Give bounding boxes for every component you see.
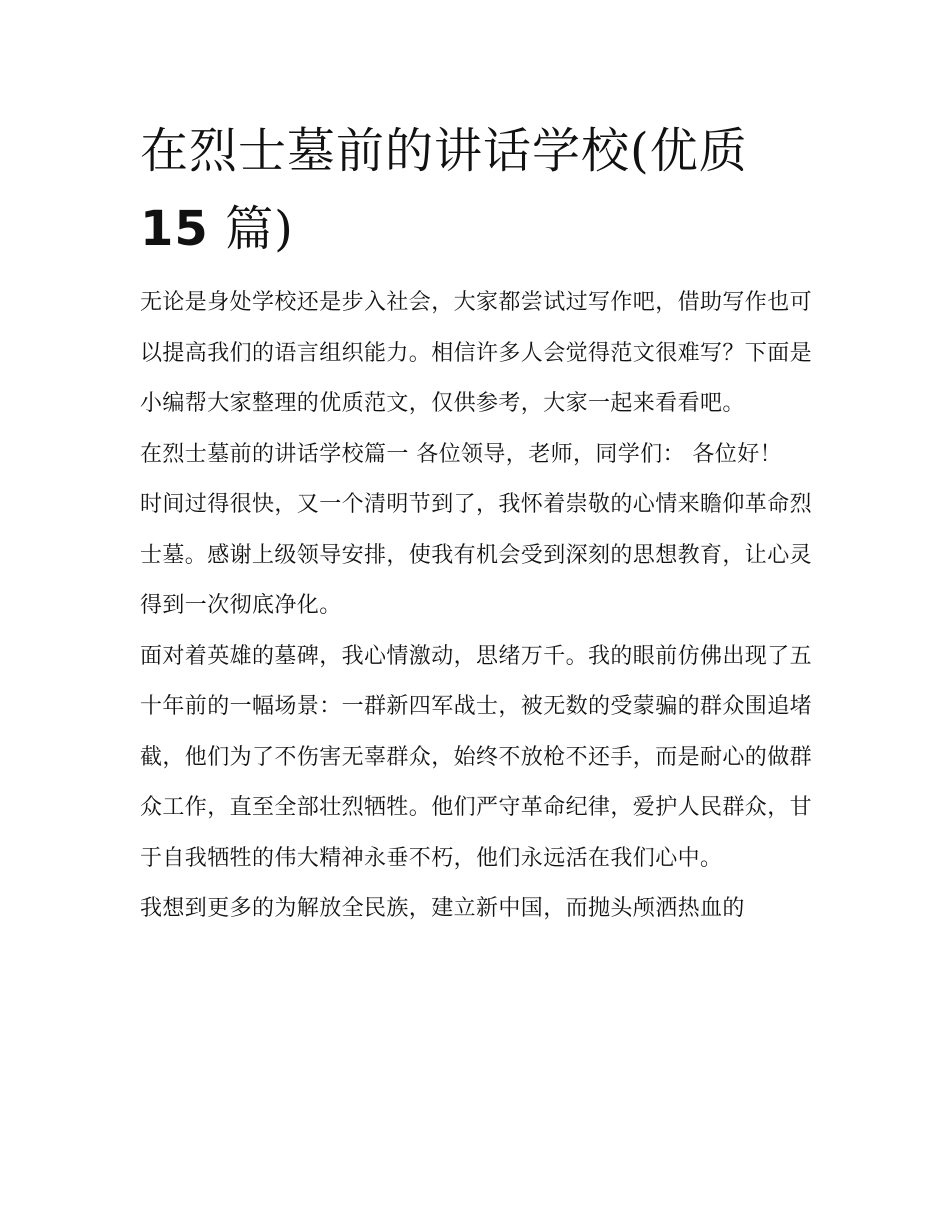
paragraph-continuation: 我想到更多的为解放全民族，建立新中国，而抛头颅洒热血的 (140, 896, 745, 921)
paragraph-greeting: 在烈士墓前的讲话学校篇一 各位领导，老师，同学们： 各位好！ (140, 441, 782, 467)
title-number: 15 (140, 201, 209, 257)
title-line-1: 在烈士墓前的讲话学校(优质 (140, 123, 748, 179)
paragraph-qingming: 时间过得很快，又一个清明节到了，我怀着崇敬的心情来瞻仰革命烈士墓。感谢上级领导安排，使我有机会受到深刻的思想教育，让心灵得到一次彻底净化。 (140, 492, 813, 618)
title-line-2: 篇) (225, 201, 294, 257)
paragraph-memorial: 面对着英雄的墓碑，我心情激动，思绪万千。我的眼前仿佛出现了五十年前的一幅场景：一群新四军战士，被无数的受蒙骗的群众围追堵截，他们为了不伤害无辜群众，始终不放枪不还手，而是耐心的做群众工作，直至全部壮烈牺牲。他们严守革命纪律，爱护人民群众，甘于自我牺牲的伟大精神永垂不朽，他们永远活在我们心中。 (140, 643, 813, 871)
document-title (140, 112, 800, 268)
paragraph-intro: 无论是身处学校还是步入社会，大家都尝试过写作吧，借助写作也可以提高我们的语言组织能力。相信许多人会觉得范文很难写？下面是小编帮大家整理的优质范文，仅供参考，大家一起来看看吧。 (140, 290, 813, 416)
document-body (140, 278, 812, 935)
